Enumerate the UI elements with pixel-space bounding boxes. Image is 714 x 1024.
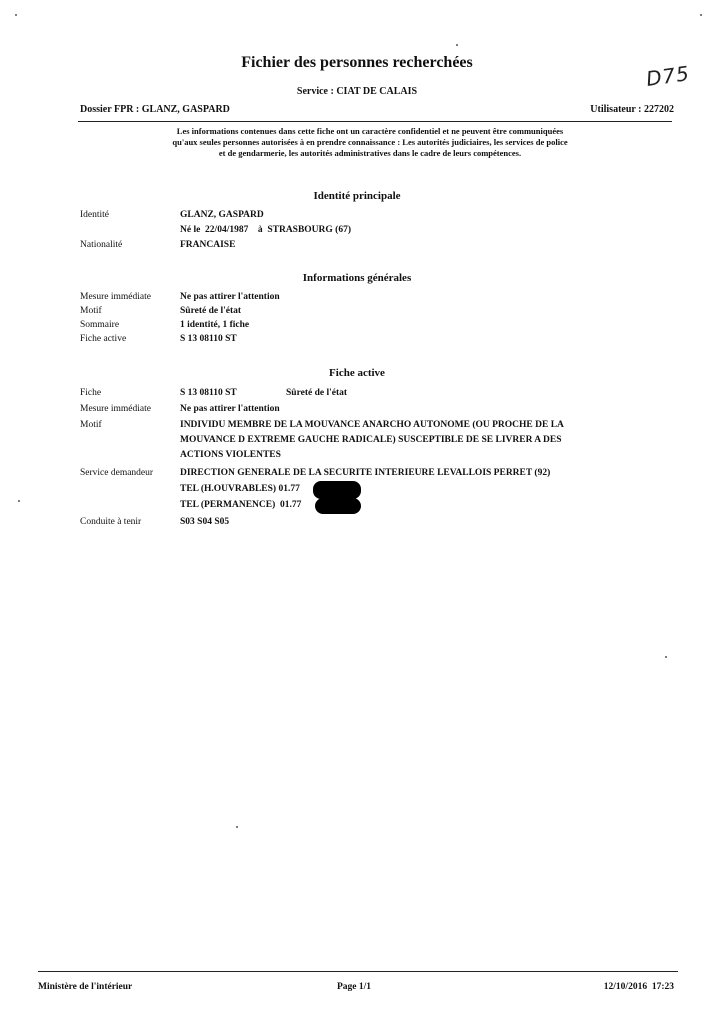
- tel-permanence: TEL (PERMANENCE) 01.77: [180, 500, 302, 510]
- row-fiche-motif-3: [0, 450, 714, 464]
- row-fiche-motif-2: [0, 435, 714, 449]
- footer-page: Page 1/1: [337, 982, 372, 992]
- naissance-value: Né le 22/04/1987 à STRASBOURG (67): [180, 225, 351, 235]
- service-demandeur-value: DIRECTION GENERALE DE LA SECURITE INTERIEURE LEVALLOIS PERRET (92): [180, 468, 551, 478]
- mesure-value: Ne pas attirer l'attention: [180, 292, 280, 302]
- tel-ouvrables: TEL (H.OUVRABLES) 01.77: [180, 484, 300, 494]
- scan-speck: [15, 14, 17, 16]
- fiche-motif-line: INDIVIDU MEMBRE DE LA MOUVANCE ANARCHO AUTONOME (OU PROCHE DE LA: [180, 420, 564, 430]
- handwritten-note: D75: [644, 61, 692, 91]
- row-fiche-motif: [0, 420, 714, 434]
- conduite-label: Conduite à tenir: [80, 517, 142, 527]
- scan-speck: [700, 14, 702, 16]
- scan-speck: [236, 826, 238, 828]
- fiche-motif-label: Motif: [80, 420, 102, 430]
- fiche-motif-line: MOUVANCE D EXTREME GAUCHE RADICALE) SUSCEPTIBLE DE SE LIVRER A DES: [180, 435, 562, 445]
- utilisateur-label: Utilisateur : 227202: [590, 104, 674, 115]
- document-title: Fichier des personnes recherchées: [241, 54, 473, 71]
- row-motif: [0, 306, 714, 320]
- sommaire-label: Sommaire: [80, 320, 120, 330]
- service-line: Service : CIAT DE CALAIS: [296, 86, 418, 97]
- section-title-identite: Identité principale: [313, 190, 401, 202]
- mesure-label: Mesure immédiate: [80, 292, 151, 302]
- row-fiche: [0, 388, 714, 402]
- identite-label: Identité: [80, 210, 110, 220]
- section-title-informations: Informations générales: [302, 272, 412, 284]
- scan-speck: [18, 500, 20, 502]
- row-conduite: [0, 517, 714, 531]
- service-demandeur-label: Service demandeur: [80, 468, 154, 478]
- redaction-mark: [315, 498, 361, 514]
- row-tel-ouvrables: [0, 484, 714, 498]
- fiche-active-label: Fiche active: [80, 334, 127, 344]
- motif-value: Sûreté de l'état: [180, 306, 242, 316]
- row-sommaire: [0, 320, 714, 334]
- footer-datetime: 12/10/2016 17:23: [603, 982, 674, 992]
- notice-line: et de gendarmerie, les autorités administratives dans le cadre de leurs compétences.: [218, 148, 522, 158]
- notice-line: qu'aux seules personnes autorisées à en prendre connaissance : Les autorités judiciaires, les services de police: [172, 137, 568, 147]
- row-identite: [0, 210, 714, 224]
- row-tel-permanence: [0, 500, 714, 514]
- redaction-mark: [313, 481, 361, 499]
- nationalite-label: Nationalité: [80, 240, 123, 250]
- row-service-demandeur: [0, 468, 714, 482]
- motif-label: Motif: [80, 306, 102, 316]
- footer-divider: [38, 971, 678, 972]
- section-title-fiche-active: Fiche active: [329, 367, 385, 379]
- header-divider: [78, 121, 672, 122]
- notice-line: Les informations contenues dans cette fiche ont un caractère confidentiel et ne peuvent être communiquées: [176, 126, 564, 136]
- row-fiche-mesure: [0, 404, 714, 418]
- footer-ministere: Ministère de l'intérieur: [38, 982, 133, 992]
- row-fiche-active: [0, 334, 714, 348]
- conduite-value: S03 S04 S05: [180, 517, 230, 527]
- confidentiality-notice: [110, 126, 630, 159]
- fiche-motif-line: ACTIONS VIOLENTES: [180, 450, 281, 460]
- fiche-label: Fiche: [80, 388, 102, 398]
- row-naissance: [0, 225, 714, 239]
- fiche-mesure-value: Ne pas attirer l'attention: [180, 404, 280, 414]
- row-mesure: [0, 292, 714, 306]
- dossier-label: Dossier FPR : GLANZ, GASPARD: [80, 104, 230, 115]
- identite-value: GLANZ, GASPARD: [180, 210, 264, 220]
- scan-speck: [456, 44, 458, 46]
- scan-speck: [665, 656, 667, 658]
- fiche-active-value: S 13 08110 ST: [180, 334, 237, 344]
- sommaire-value: 1 identité, 1 fiche: [180, 320, 250, 330]
- fiche-type: Sûreté de l'état: [286, 388, 348, 398]
- row-nationalite: [0, 240, 714, 254]
- fiche-mesure-label: Mesure immédiate: [80, 404, 151, 414]
- nationalite-value: FRANCAISE: [180, 240, 236, 250]
- fiche-value: S 13 08110 ST: [180, 388, 237, 398]
